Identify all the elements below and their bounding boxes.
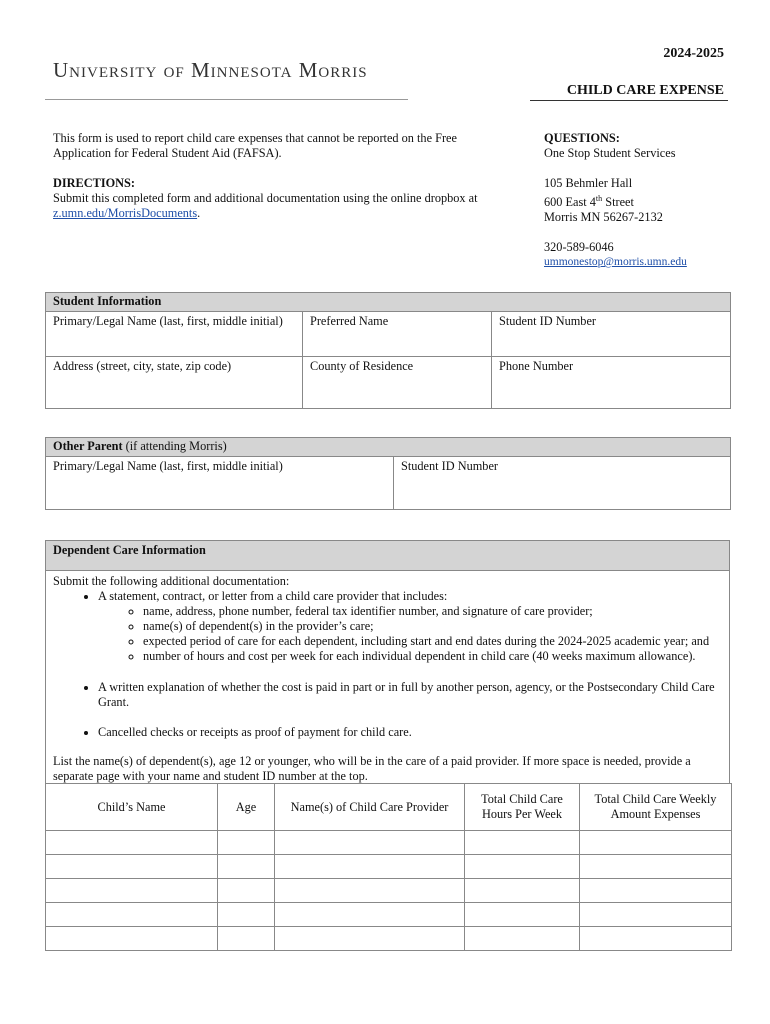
age-header: Age — [218, 784, 275, 831]
phone-field[interactable] — [492, 357, 731, 409]
child-name-cell[interactable] — [46, 879, 218, 903]
other-parent-name-field[interactable] — [46, 457, 394, 510]
address-label: Address (street, city, state, zip code) — [53, 359, 232, 373]
provider-cell[interactable] — [275, 903, 465, 927]
list-item: ◦ number of hours and cost per week for each individual dependent in child care (40 weeks maximum allowance). — [143, 649, 722, 664]
documentation-intro: Submit the following additional documentation: — [53, 574, 290, 588]
list-item: • A statement, contract, or letter from a child care provider that includes: ◦ name, address, phone number, federal tax identifier number, and signature of care provider; ◦ name(s) of dependent(s) in the provider’s care; ◦ expected period of care for each dependent, including start and end dates during the 2024-2025 academic year; and ◦ number of hours and cost per week for each individual dependent in child care (40 weeks maximum allowance). — [98, 589, 722, 664]
student-info-heading: Student Information — [46, 293, 731, 312]
dependent-care-section — [45, 540, 730, 783]
amount-cell[interactable] — [580, 927, 732, 951]
age-cell[interactable] — [218, 855, 275, 879]
child-name-header: Child’s Name — [46, 784, 218, 831]
dependent-care-heading: Dependent Care Information — [46, 541, 729, 571]
directions — [53, 176, 498, 221]
weekly-amount-header: Total Child Care Weekly Amount Expenses — [580, 784, 732, 831]
county-field[interactable] — [303, 357, 492, 409]
child-name-cell[interactable] — [46, 903, 218, 927]
preferred-name-label: Preferred Name — [310, 314, 389, 328]
title-divider — [530, 100, 728, 101]
questions-label: QUESTIONS: — [544, 131, 620, 145]
list-item: • Cancelled checks or receipts as proof of payment for child care. — [98, 725, 722, 740]
child-name-cell[interactable] — [46, 855, 218, 879]
directions-text: Submit this completed form and additional documentation using the online dropbox at — [53, 191, 478, 205]
age-cell[interactable] — [218, 903, 275, 927]
list-item: ◦ expected period of care for each dependent, including start and end dates during the 2024-2025 academic year; and — [143, 634, 722, 649]
hours-cell[interactable] — [465, 831, 580, 855]
address-line-3: Morris MN 56267-2132 — [544, 210, 663, 225]
provider-cell[interactable] — [275, 927, 465, 951]
table-row — [46, 831, 732, 855]
other-parent-heading: Other Parent (if attending Morris) — [46, 438, 731, 457]
header-divider — [45, 99, 408, 100]
other-parent-name-label: Primary/Legal Name (last, first, middle initial) — [53, 459, 283, 473]
university-name: University of Minnesota Morris — [53, 58, 368, 82]
other-parent-id-label: Student ID Number — [401, 459, 498, 473]
hours-cell[interactable] — [465, 927, 580, 951]
provider-cell[interactable] — [275, 855, 465, 879]
intro-text: This form is used to report child care expenses that cannot be reported on the Free Application for Federal Student Aid (FAFSA). — [53, 131, 457, 160]
dependents-instructions: List the name(s) of dependent(s), age 12 or younger, who will be in the care of a paid provider. If more space is needed, provide a separate page with your name and student ID number at the top. — [53, 754, 691, 783]
list-item: ◦ name(s) of dependent(s) in the provider’s care; — [143, 619, 722, 634]
address-line-2: 600 East 4th Street — [544, 194, 634, 210]
legal-name-field[interactable] — [46, 312, 303, 357]
legal-name-label: Primary/Legal Name (last, first, middle initial) — [53, 314, 283, 328]
office-name: One Stop Student Services — [544, 146, 676, 160]
student-id-label: Student ID Number — [499, 314, 596, 328]
directions-end: . — [197, 206, 201, 220]
hours-header: Total Child Care Hours Per Week — [465, 784, 580, 831]
academic-year: 2024-2025 — [663, 46, 724, 61]
amount-cell[interactable] — [580, 903, 732, 927]
contact-phone: 320-589-6046 — [544, 240, 614, 255]
contact-block — [544, 131, 754, 270]
table-row — [46, 927, 732, 951]
address-field[interactable] — [46, 357, 303, 409]
hours-cell[interactable] — [465, 855, 580, 879]
amount-cell[interactable] — [580, 831, 732, 855]
hours-cell[interactable] — [465, 903, 580, 927]
table-header-row — [46, 784, 732, 831]
provider-cell[interactable] — [275, 879, 465, 903]
provider-cell[interactable] — [275, 831, 465, 855]
hours-cell[interactable] — [465, 879, 580, 903]
directions-label: DIRECTIONS: — [53, 176, 135, 190]
table-row — [46, 855, 732, 879]
address-line-1: 105 Behmler Hall — [544, 176, 633, 190]
children-table — [45, 783, 732, 951]
other-parent-id-field[interactable] — [394, 457, 731, 510]
child-name-cell[interactable] — [46, 831, 218, 855]
list-item: ◦ name, address, phone number, federal tax identifier number, and signature of care provider; — [143, 604, 722, 619]
list-item: • A written explanation of whether the cost is paid in part or in full by another person, agency, or the Postsecondary Child Care Grant. — [98, 680, 722, 710]
dropbox-link[interactable]: z.umn.edu/MorrisDocuments — [53, 206, 198, 220]
age-cell[interactable] — [218, 831, 275, 855]
form-title: CHILD CARE EXPENSE — [566, 83, 724, 98]
contact-email-link[interactable]: ummonestop@morris.umn.edu — [544, 256, 687, 269]
age-cell[interactable] — [218, 879, 275, 903]
county-label: County of Residence — [310, 359, 414, 373]
provider-header: Name(s) of Child Care Provider — [275, 784, 465, 831]
student-id-field[interactable] — [492, 312, 731, 357]
child-name-cell[interactable] — [46, 927, 218, 951]
amount-cell[interactable] — [580, 879, 732, 903]
other-parent-table — [45, 437, 731, 510]
table-row — [46, 903, 732, 927]
preferred-name-field[interactable] — [303, 312, 492, 357]
phone-label: Phone Number — [499, 359, 574, 373]
student-info-table — [45, 292, 731, 409]
amount-cell[interactable] — [580, 855, 732, 879]
table-row — [46, 879, 732, 903]
age-cell[interactable] — [218, 927, 275, 951]
